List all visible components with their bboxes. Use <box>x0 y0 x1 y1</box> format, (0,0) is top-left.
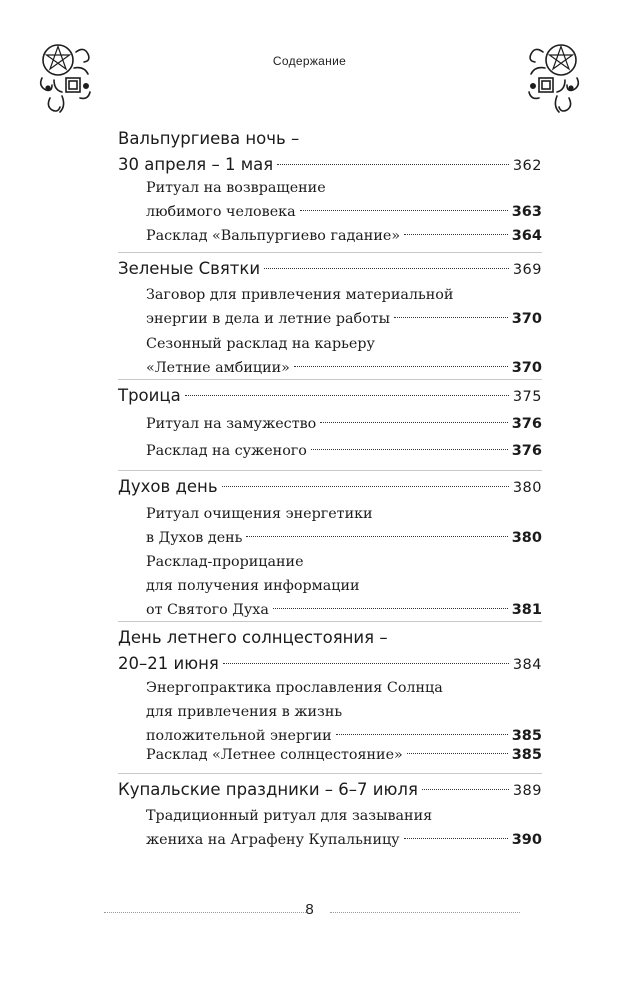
dot-leader <box>277 164 509 165</box>
entry-title-line: Энергопрактика прославления Солнца <box>146 680 443 696</box>
dot-leader <box>185 395 509 396</box>
entry-title-line: Сезонный расклад на карьеру <box>146 336 375 352</box>
dot-leader <box>404 234 508 235</box>
page-number-ref: 369 <box>512 262 542 278</box>
toc-subentry[interactable] <box>146 743 542 767</box>
toc-section-entry[interactable] <box>118 474 542 500</box>
entry-title-line: для получения информации <box>146 578 360 594</box>
page-number-ref: 364 <box>511 228 542 244</box>
toc-line <box>146 502 542 526</box>
toc-line <box>118 651 542 677</box>
dot-leader <box>223 663 509 664</box>
toc-section-entry[interactable] <box>118 256 542 282</box>
toc-subentry[interactable] <box>146 176 542 224</box>
toc-subentry[interactable] <box>146 550 542 622</box>
toc-line <box>146 283 542 307</box>
toc-section-entry[interactable] <box>118 383 542 409</box>
toc-subentry[interactable] <box>146 224 542 248</box>
entry-title-line: Расклад «Летнее солнцестояние» <box>146 747 403 763</box>
page-number-ref: 370 <box>511 311 542 327</box>
toc-line <box>146 700 542 724</box>
entry-title-line: Расклад-прорицание <box>146 554 304 570</box>
toc-line <box>146 804 542 828</box>
page-number-ref: 390 <box>511 832 542 848</box>
page-number: 8 <box>305 901 314 918</box>
toc-line <box>146 332 542 356</box>
dot-leader <box>294 366 508 367</box>
page-number-ref: 384 <box>512 657 542 673</box>
toc-line <box>146 676 542 700</box>
toc-line <box>118 256 542 282</box>
entry-title-line: 20–21 июня <box>118 654 219 673</box>
toc-subentry[interactable] <box>146 332 542 380</box>
toc-line <box>146 307 542 331</box>
page-number-ref: 362 <box>512 158 542 174</box>
dot-leader <box>320 422 507 423</box>
entry-title-line: энергии в дела и летние работы <box>146 311 391 327</box>
entry-title-line: Зеленые Святки <box>118 259 261 278</box>
dot-leader <box>336 734 508 735</box>
toc-section-entry[interactable] <box>118 126 542 178</box>
toc-line <box>146 550 542 574</box>
toc-subentry[interactable] <box>146 502 542 550</box>
toc-line <box>146 439 542 463</box>
entry-title-line: День летнего солнцестояния – <box>118 628 388 647</box>
toc-subentry[interactable] <box>146 804 542 852</box>
section-divider <box>118 621 542 622</box>
entry-title-line: Купальские праздники – 6–7 июля <box>118 780 418 799</box>
toc-line <box>146 598 542 622</box>
page-number-ref: 389 <box>512 783 542 799</box>
page-number-ref: 370 <box>511 360 542 376</box>
entry-title-line: Ритуал на возвращение <box>146 180 326 196</box>
dot-leader <box>222 486 509 487</box>
entry-title-line: Расклад на суженого <box>146 443 307 459</box>
entry-title-line: Вальпургиева ночь – <box>118 129 300 148</box>
entry-title-line: Заговор для привлечения материальной <box>146 287 454 303</box>
entry-title-line: Духов день <box>118 477 218 496</box>
dot-leader <box>422 789 509 790</box>
page-number-ref: 363 <box>511 204 542 220</box>
toc-line <box>146 828 542 852</box>
page-number-ref: 375 <box>512 389 542 405</box>
page-number-ref: 381 <box>511 602 542 618</box>
entry-title-line: «Летние амбиции» <box>146 360 290 376</box>
entry-title-line: для привлечения в жизнь <box>146 704 343 720</box>
section-divider <box>118 379 542 380</box>
toc-line <box>146 526 542 550</box>
section-divider <box>118 470 542 471</box>
running-head: Содержание <box>272 54 347 68</box>
entry-title-line: любимого человека <box>146 204 296 220</box>
page-number-ref: 385 <box>511 747 542 763</box>
toc-line <box>118 383 542 409</box>
pentagram-ornament <box>36 38 96 116</box>
toc-subentry[interactable] <box>146 412 542 436</box>
dot-leader <box>407 753 508 754</box>
page-number-ref: 380 <box>512 480 542 496</box>
entry-title-line: Расклад «Вальпургиево гадание» <box>146 228 401 244</box>
dot-leader <box>246 536 507 537</box>
toc-line <box>146 176 542 200</box>
entry-title-line: Ритуал на замужество <box>146 416 317 432</box>
toc-line <box>146 200 542 224</box>
page-number-ref: 376 <box>511 443 542 459</box>
toc-line <box>118 152 542 178</box>
dot-leader <box>300 210 508 211</box>
toc-line <box>118 126 542 152</box>
dot-leader <box>273 608 508 609</box>
entry-title-line: в Духов день <box>146 530 243 546</box>
toc-subentry[interactable] <box>146 439 542 463</box>
entry-title-line: от Святого Духа <box>146 602 269 618</box>
entry-title-line: жениха на Аграфену Купальницу <box>146 832 400 848</box>
toc-section-entry[interactable] <box>118 625 542 677</box>
toc-section-entry[interactable] <box>118 777 542 803</box>
toc-subentry[interactable] <box>146 676 542 748</box>
dot-leader <box>311 449 508 450</box>
toc-line <box>146 356 542 380</box>
footer-dotted-rule-right <box>330 912 520 913</box>
toc-line <box>118 625 542 651</box>
page-number-ref: 376 <box>511 416 542 432</box>
toc-line <box>146 412 542 436</box>
entry-title-line: Ритуал очищения энергетики <box>146 506 373 522</box>
dot-leader <box>404 838 508 839</box>
toc-line <box>118 474 542 500</box>
section-divider <box>118 773 542 774</box>
dot-leader <box>394 317 508 318</box>
toc-line <box>146 743 542 767</box>
section-divider <box>118 252 542 253</box>
page-number-ref: 380 <box>511 530 542 546</box>
entry-title-line: Традиционный ритуал для зазывания <box>146 808 433 824</box>
toc-line <box>146 574 542 598</box>
entry-title-line: Троица <box>118 386 181 405</box>
dot-leader <box>264 268 509 269</box>
page-number-ref: 385 <box>511 728 542 744</box>
entry-title-line: 30 апреля – 1 мая <box>118 155 274 174</box>
entry-title-line: положительной энергии <box>146 728 332 744</box>
pentagram-ornament <box>523 38 583 116</box>
toc-line <box>146 224 542 248</box>
toc-subentry[interactable] <box>146 283 542 331</box>
toc-line <box>118 777 542 803</box>
